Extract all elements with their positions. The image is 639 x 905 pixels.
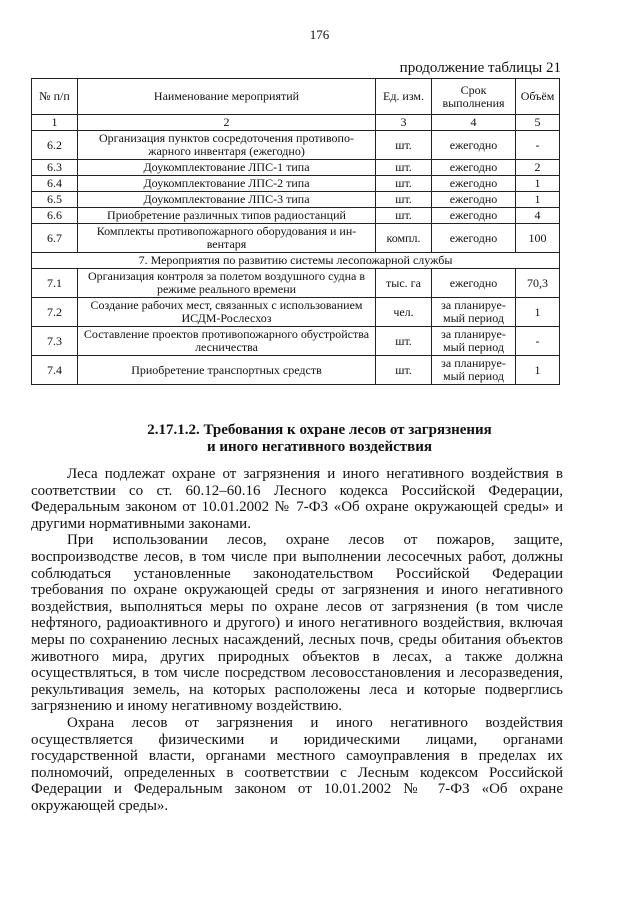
header-name: Наименование мероприятий bbox=[78, 79, 376, 115]
measures-table bbox=[31, 78, 560, 385]
cell-name: Создание рабочих мест, связанных с использованием ИСДМ-Рослесхоз bbox=[78, 298, 376, 327]
cell-num: 6.2 bbox=[32, 131, 78, 160]
table-header-row bbox=[32, 79, 560, 115]
column-number: 1 bbox=[32, 115, 78, 131]
measures-table-body bbox=[32, 79, 560, 385]
column-number: 3 bbox=[376, 115, 432, 131]
column-number: 2 bbox=[78, 115, 376, 131]
cell-num: 7.2 bbox=[32, 298, 78, 327]
cell-name: Составление проектов противопожарного обустройства лесничества bbox=[78, 327, 376, 356]
cell-num: 6.5 bbox=[32, 192, 78, 208]
cell-name: Доукомплектование ЛПС-2 типа bbox=[78, 176, 376, 192]
cell-volume: 100 bbox=[516, 224, 560, 253]
cell-num: 7.4 bbox=[32, 356, 78, 385]
header-num: № п/п bbox=[32, 79, 78, 115]
body-text bbox=[31, 466, 563, 814]
header-unit: Ед. изм. bbox=[376, 79, 432, 115]
section-heading-line: и иного негативного воздействия bbox=[206, 439, 433, 455]
cell-term: ежегодно bbox=[432, 192, 516, 208]
cell-volume: 1 bbox=[516, 192, 560, 208]
cell-name: Приобретение различных типов радиостанций bbox=[78, 208, 376, 224]
cell-num: 7.1 bbox=[32, 269, 78, 298]
table-row bbox=[32, 356, 560, 385]
cell-volume: 4 bbox=[516, 208, 560, 224]
column-number: 5 bbox=[516, 115, 560, 131]
table-row bbox=[32, 298, 560, 327]
cell-name: Приобретение транспортных средств bbox=[78, 356, 376, 385]
cell-name: Доукомплектование ЛПС-3 типа bbox=[78, 192, 376, 208]
cell-volume: - bbox=[516, 131, 560, 160]
cell-term: за планируе-мый период bbox=[432, 327, 516, 356]
table-section-row bbox=[32, 253, 560, 269]
cell-term: за планируе-мый период bbox=[432, 356, 516, 385]
cell-volume: 1 bbox=[516, 298, 560, 327]
paragraph: При использовании лесов, охране лесов от пожаров, защите, воспроизводстве лесов, в том числе при выполнении лесосечных работ, должны соблюдаться установленные законодательством Российской Федерации требования по охране окружающей среды от загрязнения и иного негативного воздействия, выполняться меры по охране лесов от загрязнения (в том числе нефтяного, радиоактивного и другого) и иного негативного воздействия, включая меры по сохранению лесных насаждений, лесных почв, среды обитания объектов животного мира, других природных объектов в лесах, а также должна осуществляться, в том числе посредством лесовосстановления и лесоразведения, рекультивация земель, на которых расположены леса и которые подверглись загрязнению и иному негативному воздействию. bbox=[31, 532, 563, 715]
cell-volume: 2 bbox=[516, 160, 560, 176]
cell-term: ежегодно bbox=[432, 176, 516, 192]
column-number: 4 bbox=[432, 115, 516, 131]
cell-term: ежегодно bbox=[432, 224, 516, 253]
header-term: Срок выполнения bbox=[432, 79, 516, 115]
cell-term: ежегодно bbox=[432, 160, 516, 176]
cell-num: 6.4 bbox=[32, 176, 78, 192]
paragraph: Леса подлежат охране от загрязнения и иного негативного воздействия в соответствии со ст. 60.12–60.16 Лесного кодекса Российской Федерации, Федеральным законом от 10.01.2002 № 7-ФЗ «Об охране окружающей среды» и другими нормативными законами. bbox=[31, 466, 563, 532]
cell-unit: шт. bbox=[376, 208, 432, 224]
cell-volume: 1 bbox=[516, 356, 560, 385]
cell-num: 6.7 bbox=[32, 224, 78, 253]
cell-unit: шт. bbox=[376, 327, 432, 356]
cell-unit: тыс. га bbox=[376, 269, 432, 298]
cell-name: Комплекты противопожарного оборудования и ин-вентаря bbox=[78, 224, 376, 253]
cell-num: 6.6 bbox=[32, 208, 78, 224]
table-row bbox=[32, 327, 560, 356]
section-title-cell: 7. Мероприятия по развитию системы лесопожарной службы bbox=[32, 253, 560, 269]
section-heading bbox=[0, 422, 639, 456]
cell-volume: - bbox=[516, 327, 560, 356]
table-row bbox=[32, 192, 560, 208]
table-row bbox=[32, 269, 560, 298]
cell-unit: шт. bbox=[376, 131, 432, 160]
cell-unit: шт. bbox=[376, 356, 432, 385]
cell-term: ежегодно bbox=[432, 131, 516, 160]
header-volume: Объём bbox=[516, 79, 560, 115]
table-row bbox=[32, 208, 560, 224]
cell-unit: чел. bbox=[376, 298, 432, 327]
table-caption: продолжение таблицы 21 bbox=[399, 60, 561, 76]
table-row bbox=[32, 176, 560, 192]
cell-term: ежегодно bbox=[432, 269, 516, 298]
table-row bbox=[32, 160, 560, 176]
table-column-numbers-row bbox=[32, 115, 560, 131]
cell-name: Организация пунктов сосредоточения противопо-жарного инвентаря (ежегодно) bbox=[78, 131, 376, 160]
table-row bbox=[32, 131, 560, 160]
cell-unit: шт. bbox=[376, 160, 432, 176]
cell-term: ежегодно bbox=[432, 208, 516, 224]
cell-unit: шт. bbox=[376, 176, 432, 192]
table-row bbox=[32, 224, 560, 253]
cell-name: Организация контроля за полетом воздушного судна в режиме реального времени bbox=[78, 269, 376, 298]
cell-volume: 70,3 bbox=[516, 269, 560, 298]
cell-unit: шт. bbox=[376, 192, 432, 208]
cell-name: Доукомплектование ЛПС-1 типа bbox=[78, 160, 376, 176]
cell-num: 6.3 bbox=[32, 160, 78, 176]
cell-unit: компл. bbox=[376, 224, 432, 253]
paragraph: Охрана лесов от загрязнения и иного негативного воздействия осуществляется физическими и юридическими лицами, органами государственной власти, органами местного самоуправления в пределах их полномочий, определенных в соответствии с Лесным кодексом Российской Федерации и Федеральным законом от 10.01.2002 № 7-ФЗ «Об охране окружающей среды». bbox=[31, 714, 563, 814]
cell-term: за планируе-мый период bbox=[432, 298, 516, 327]
cell-num: 7.3 bbox=[32, 327, 78, 356]
section-heading-line: 2.17.1.2. Требования к охране лесов от загрязнения bbox=[147, 422, 492, 438]
page-number: 176 bbox=[309, 27, 330, 42]
cell-volume: 1 bbox=[516, 176, 560, 192]
